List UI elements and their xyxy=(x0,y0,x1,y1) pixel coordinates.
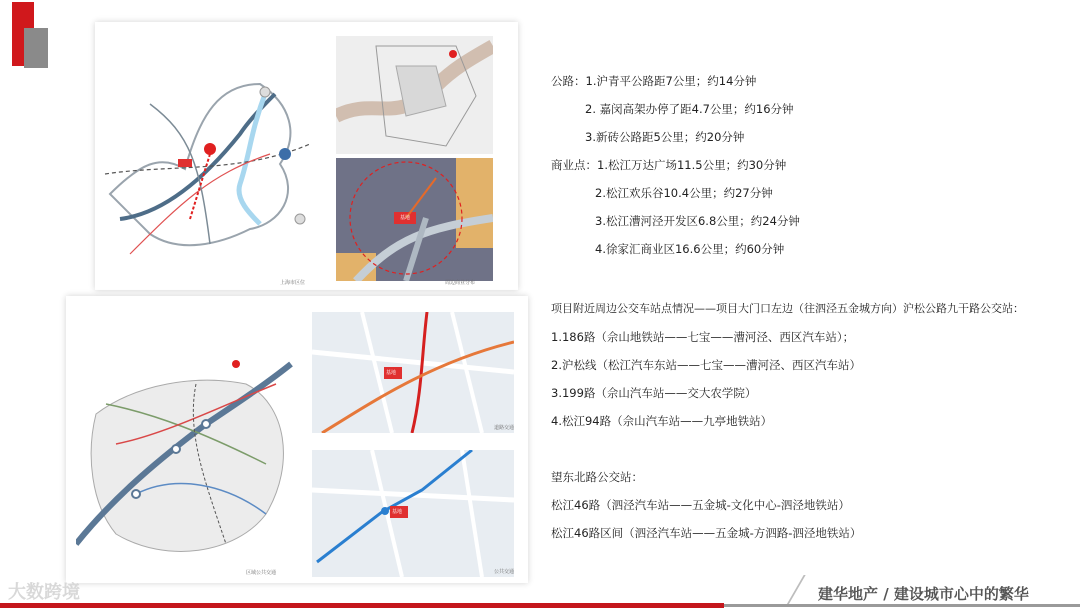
commercial-line-2: 2.松江欢乐谷10.4公里；约27分钟 xyxy=(595,186,773,200)
site-label-2: 基地 xyxy=(386,370,397,376)
surroundings-map xyxy=(336,158,493,281)
logo-gray-block xyxy=(24,28,48,68)
road-traffic-map xyxy=(312,312,514,433)
transit-map-card xyxy=(66,296,528,583)
north-station-title: 望东北路公交站： xyxy=(551,470,643,484)
location-map-card xyxy=(95,22,518,290)
district-map xyxy=(336,36,493,154)
highway-line-3: 3.新砖公路距5公里；约20分钟 xyxy=(585,130,745,144)
surroundings-caption: 周边商业分布 xyxy=(445,280,476,286)
watermark: 大数跨境 xyxy=(8,582,80,603)
highway-line-2: 2. 嘉闵高架办停了距4.7公里；约16分钟 xyxy=(585,102,794,116)
shanghai-map xyxy=(100,44,315,290)
bus-route-map xyxy=(312,450,514,577)
bus-route-2: 2.沪松线（松江汽车东站——七宝——漕河泾、西区汽车站） xyxy=(551,358,861,372)
bus-route-1: 1.186路（佘山地铁站——七宝——漕河泾、西区汽车站）； xyxy=(551,330,855,344)
bus-route-3: 3.199路（佘山汽车站——交大农学院） xyxy=(551,386,757,400)
site-label-3: 基地 xyxy=(392,509,403,515)
footer-red-bar xyxy=(0,603,724,608)
bus-intro: 项目附近周边公交车站点情况——项目大门口左边（往泗泾五金城方向）沪松公路九干路公交站： xyxy=(551,302,1024,315)
highway-line-1: 公路：1.沪青平公路距7公里；约14分钟 xyxy=(551,74,757,88)
city-transit-map xyxy=(76,344,301,579)
city-transit-caption: 区域公共交通 xyxy=(246,570,277,576)
north-route-1: 松江46路（泗泾汽车站——五金城-文化中心-泗泾地铁站） xyxy=(551,498,850,512)
footer-gray-bar xyxy=(724,604,1080,607)
commercial-line-4: 4.徐家汇商业区16.6公里；约60分钟 xyxy=(595,242,785,256)
footer-tagline: 建华地产 / 建设城市心中的繁华 xyxy=(818,585,1029,603)
bus-caption: 公共交通 xyxy=(494,569,514,575)
site-label-1: 基地 xyxy=(400,215,411,221)
road-caption: 道路交通 xyxy=(494,425,514,431)
footer-divider xyxy=(786,575,805,605)
shanghai-map-caption: 上海市区位 xyxy=(280,280,306,286)
north-route-2: 松江46路区间（泗泾汽车站——五金城-方泗路-泗泾地铁站） xyxy=(551,526,862,540)
commercial-line-1: 商业点：1.松江万达广场11.5公里；约30分钟 xyxy=(551,158,787,172)
bus-route-4: 4.松江94路（佘山汽车站——九亭地铁站） xyxy=(551,414,773,428)
commercial-line-3: 3.松江漕河泾开发区6.8公里；约24分钟 xyxy=(595,214,800,228)
